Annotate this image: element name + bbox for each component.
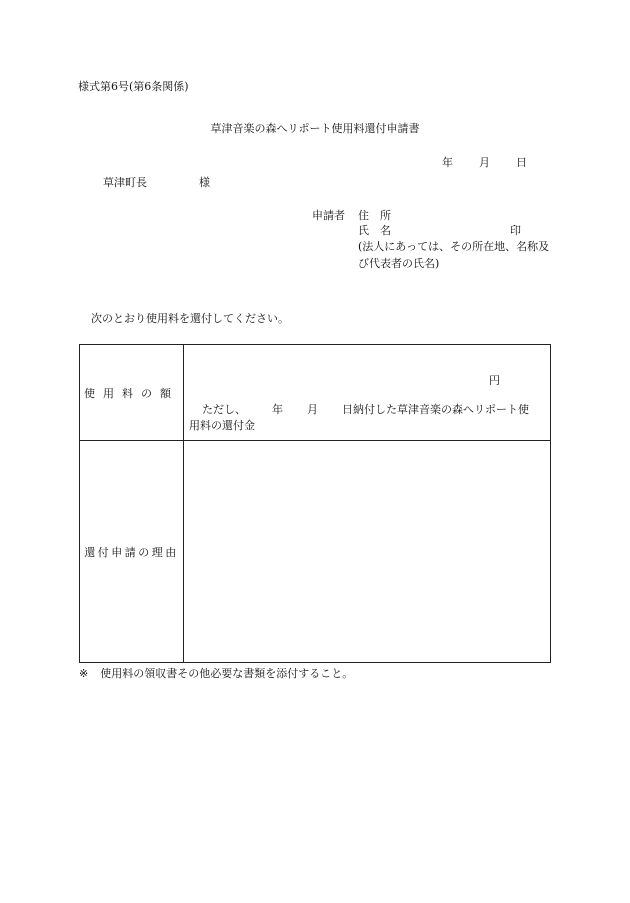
yen-mark: 円 — [489, 374, 500, 387]
reason-label: 還付申請の理由 — [84, 545, 179, 559]
request-text: 次のとおり使用料を還付してください。 — [91, 312, 289, 325]
addressee-title: 草津町長 — [103, 176, 147, 189]
reason-value-cell[interactable] — [184, 441, 550, 662]
footnote — [79, 667, 353, 682]
document-title: 草津音楽の森へリポート使用料還付申請書 — [210, 122, 420, 135]
proviso-year: 年 — [272, 403, 283, 416]
footnote-mark: ※ — [79, 667, 89, 680]
footnote-text: 使用料の領収書その他必要な書類を添付すること。 — [100, 667, 354, 680]
seal-mark: 印 — [510, 224, 521, 237]
corporate-note: (法人にあっては、その所在地、名称及び代表者の氏名) — [358, 240, 550, 270]
proviso-line1-rest: 日納付した草津音楽の森へリポート使 — [342, 403, 529, 416]
form-number: 様式第6号(第6条関係) — [78, 80, 189, 93]
address-label: 住 所 — [358, 209, 391, 222]
date-year-label: 年 — [442, 156, 453, 169]
applicant-block — [312, 209, 550, 270]
fee-value-cell[interactable] — [184, 345, 550, 441]
reason-label-cell — [80, 441, 184, 662]
refund-form-table — [79, 344, 551, 663]
proviso-prefix: ただし、 — [202, 403, 246, 416]
proviso-line2: 用料の還付金 — [189, 418, 255, 432]
date-day-label: 日 — [516, 156, 527, 169]
addressee — [103, 176, 210, 191]
proviso-text — [189, 402, 549, 434]
fee-label: 使用料の額 — [84, 386, 179, 400]
applicant-address-row — [312, 209, 391, 224]
date-line — [442, 156, 527, 171]
date-month-label: 月 — [479, 156, 490, 169]
addressee-honorific: 様 — [199, 176, 210, 189]
applicant-caption: 申請者 — [312, 209, 345, 222]
applicant-name-row — [312, 224, 391, 239]
proviso-month: 月 — [307, 403, 318, 416]
name-label: 氏 名 — [358, 223, 391, 237]
fee-label-cell — [80, 345, 184, 441]
